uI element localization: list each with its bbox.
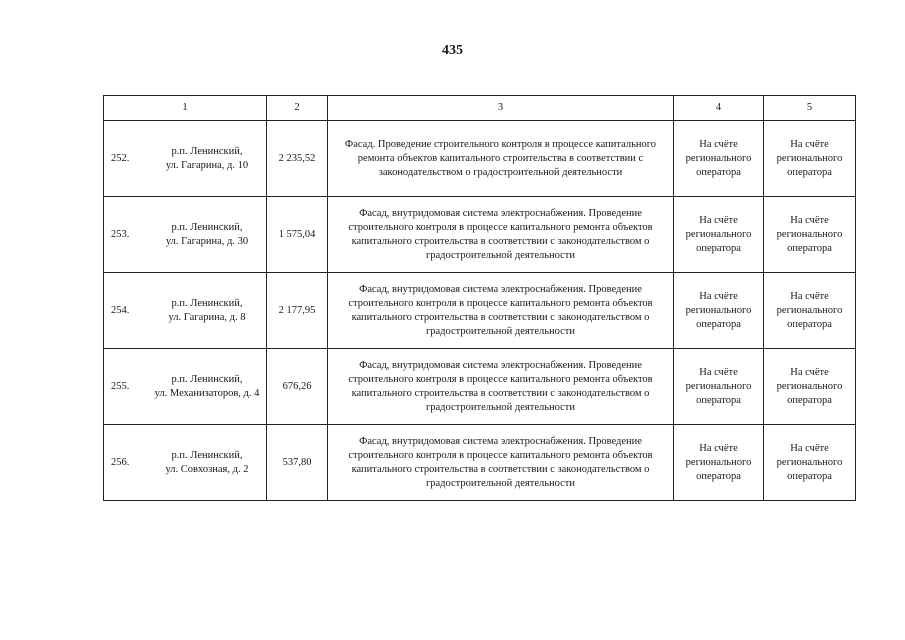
work-description: Фасад, внутридомовая система электроснабжения. Проведение строительного контроля в процессе капитального ремонта объектов капитального строительства в соответствии с законодательством о градостроительной деятельности — [328, 197, 674, 273]
area-cell: 676,26 — [267, 349, 328, 425]
funding-cell: На счёте регионального оператора — [764, 273, 856, 349]
funding-cell: На счёте регионального оператора — [674, 273, 764, 349]
table-row — [104, 121, 856, 197]
funding-cell: На счёте регионального оператора — [764, 425, 856, 501]
column-header: 2 — [267, 96, 328, 121]
address-line: ул. Гагарина, д. 10 — [165, 159, 249, 171]
address-line: р.п. Ленинский, — [171, 449, 243, 461]
row-number: 256. — [111, 456, 130, 468]
address-cell — [104, 121, 267, 197]
address-line: ул. Гагарина, д. 30 — [165, 235, 249, 247]
row-number: 254. — [111, 304, 130, 316]
table-row — [104, 349, 856, 425]
address-cell — [104, 273, 267, 349]
address-cell — [104, 349, 267, 425]
funding-cell: На счёте регионального оператора — [764, 349, 856, 425]
row-number: 253. — [111, 228, 130, 240]
work-description: Фасад, внутридомовая система электроснабжения. Проведение строительного контроля в процессе капитального ремонта объектов капитального строительства в соответствии с законодательством о градостроительной деятельности — [328, 273, 674, 349]
funding-cell: На счёте регионального оператора — [764, 121, 856, 197]
funding-cell: На счёте регионального оператора — [764, 197, 856, 273]
address-line: ул. Гагарина, д. 8 — [168, 311, 246, 323]
row-number: 252. — [111, 152, 130, 164]
address — [151, 297, 263, 325]
table-row — [104, 273, 856, 349]
address-cell — [104, 197, 267, 273]
area-cell: 2 235,52 — [267, 121, 328, 197]
area-cell: 1 575,04 — [267, 197, 328, 273]
funding-cell: На счёте регионального оператора — [674, 197, 764, 273]
work-description: Фасад, внутридомовая система электроснабжения. Проведение строительного контроля в процессе капитального ремонта объектов капитального строительства в соответствии с законодательством о градостроительной деятельности — [328, 425, 674, 501]
address-line: ул. Механизаторов, д. 4 — [154, 387, 260, 399]
address-line: р.п. Ленинский, — [171, 145, 243, 157]
address-line: р.п. Ленинский, — [171, 221, 243, 233]
page-number: 435 — [442, 43, 463, 58]
address — [151, 221, 263, 249]
row-number: 255. — [111, 380, 130, 392]
address-line: р.п. Ленинский, — [171, 297, 243, 309]
funding-cell: На счёте регионального оператора — [674, 349, 764, 425]
area-cell: 537,80 — [267, 425, 328, 501]
address-line: ул. Совхозная, д. 2 — [165, 463, 249, 475]
table-row — [104, 197, 856, 273]
address — [151, 449, 263, 477]
funding-cell: На счёте регионального оператора — [674, 425, 764, 501]
funding-cell: На счёте регионального оператора — [674, 121, 764, 197]
table-header-row — [104, 96, 856, 121]
address-cell — [104, 425, 267, 501]
column-header: 4 — [674, 96, 764, 121]
column-header: 1 — [104, 96, 267, 121]
address — [151, 145, 263, 173]
column-header: 3 — [328, 96, 674, 121]
registry-table — [103, 95, 856, 501]
work-description: Фасад, внутридомовая система электроснабжения. Проведение строительного контроля в процессе капитального ремонта объектов капитального строительства в соответствии с законодательством о градостроительной деятельности — [328, 349, 674, 425]
area-cell: 2 177,95 — [267, 273, 328, 349]
work-description: Фасад. Проведение строительного контроля в процессе капитального ремонта объектов капитального строительства в соответствии с законодательством о градостроительной деятельности — [328, 121, 674, 197]
table-row — [104, 425, 856, 501]
address — [151, 373, 263, 401]
column-header: 5 — [764, 96, 856, 121]
address-line: р.п. Ленинский, — [171, 373, 243, 385]
